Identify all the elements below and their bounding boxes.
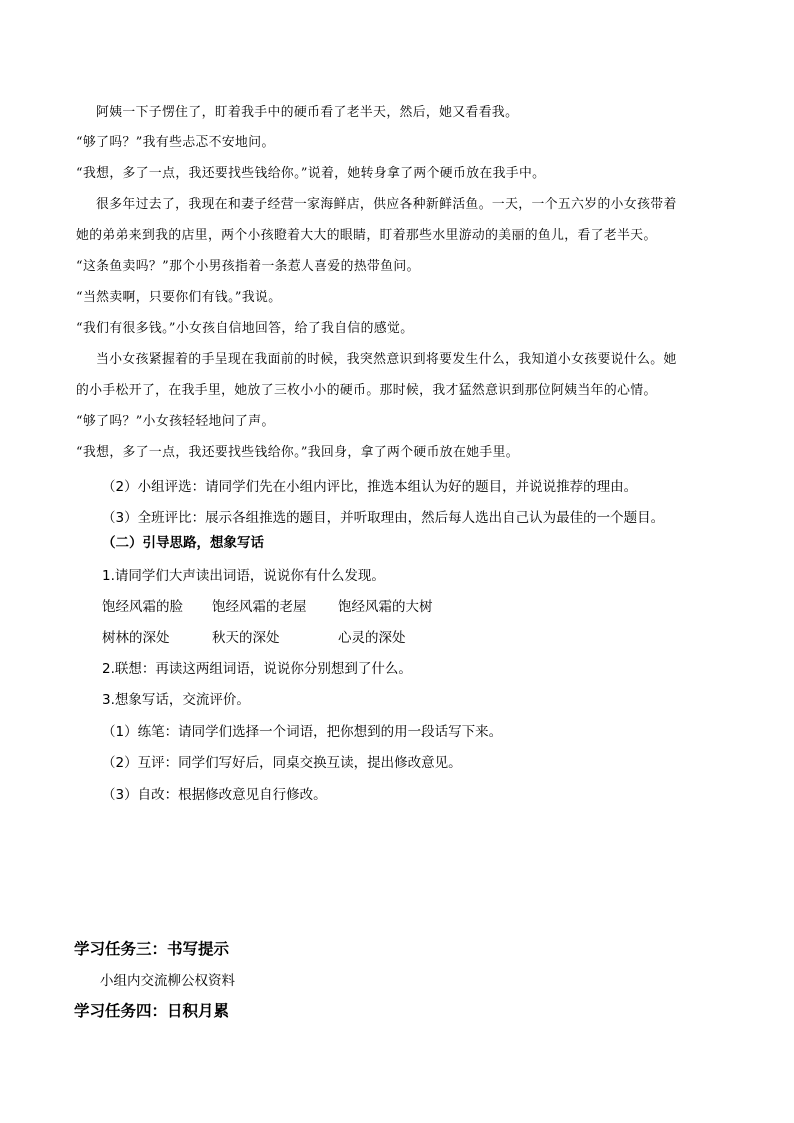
story-paragraph-8-line-1: 当小女孩紧握着的手呈现在我面前的时候，我突然意识到将要发生什么，我知道小女孩要说什么。她 [96,352,677,367]
word-item: 秋天的深处 [212,630,280,646]
story-paragraph-8-line-2: 的小手松开了，在我手里，她放了三枚小小的硬币。那时候，我才猛然意识到那位阿姨当年的心情。 [76,383,657,398]
sub-step-2: （2）互评：同学们写好后，同桌交换互读，提出修改意见。 [102,755,462,771]
sub-step-3: （3）自改：根据修改意见自行修改。 [102,787,327,803]
question-1: 1.请同学们大声读出词语，说说你有什么发现。 [102,568,385,584]
story-paragraph-6: “当然卖啊，只要你们有钱。”我说。 [76,290,282,305]
question-2: 2.联想：再读这两组词语，说说你分别想到了什么。 [102,661,412,677]
story-paragraph-9: “够了吗？”小女孩轻轻地问了声。 [76,414,275,429]
story-paragraph-4-line-1: 很多年过去了，我现在和妻子经营一家海鲜店，供应各种新鲜活鱼。一天，一个五六岁的小女孩带着 [96,197,677,212]
word-item: 心灵的深处 [338,630,406,646]
story-paragraph-4-line-2: 她的弟弟来到我的店里，两个小孩瞪着大大的眼睛，盯着那些水里游动的美丽的鱼儿，看了老半天。 [76,228,657,243]
section-2-heading: （二）引导思路，想象写话 [102,535,264,551]
story-paragraph-5: “这条鱼卖吗？”那个小男孩指着一条惹人喜爱的热带鱼问。 [76,259,420,274]
story-paragraph-3: “我想，多了一点，我还要找些钱给你。”说着，她转身拿了两个硬币放在我手中。 [76,166,546,181]
task-3-body: 小组内交流柳公权资料 [100,973,235,989]
step-3: （3）全班评比：展示各组推选的题目，并听取理由，然后每人选出自己认为最佳的一个题目。 [102,510,665,526]
story-paragraph-10: “我想，多了一点，我还要找些钱给你。”我回身，拿了两个硬币放在她手里。 [76,445,519,460]
word-item: 树林的深处 [102,630,170,646]
word-item: 饱经风霜的老屋 [212,599,307,615]
task-4-heading: 学习任务四：日积月累 [74,1002,230,1020]
question-3: 3.想象写话，交流评价。 [102,692,250,708]
story-paragraph-2: “够了吗？”我有些忐忑不安地问。 [76,135,275,150]
story-paragraph-7: “我们有很多钱。”小女孩自信地回答，给了我自信的感觉。 [76,321,414,336]
step-2: （2）小组评选：请同学们先在小组内评比，推选本组认为好的题目，并说说推荐的理由。 [102,479,638,495]
word-item: 饱经风霜的脸 [102,599,183,615]
task-3-heading: 学习任务三：书写提示 [74,940,230,958]
word-item: 饱经风霜的大树 [338,599,433,615]
sub-step-1: （1）练笔：请同学们选择一个词语，把你想到的用一段话写下来。 [102,724,503,740]
story-paragraph-1: 阿姨一下子愣住了，盯着我手中的硬币看了老半天，然后，她又看看我。 [96,105,519,120]
